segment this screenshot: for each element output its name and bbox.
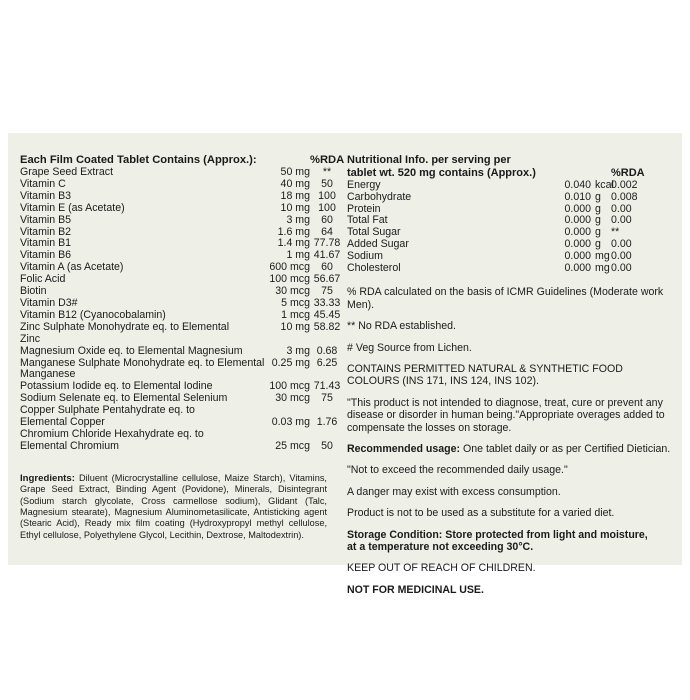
composition-row: Chromium Chloride Hexahydrate eq. to Elemental Chromium 25 mcg 50 (20, 427, 333, 452)
ingredients-label: Ingredients: (20, 472, 75, 484)
composition-row: Vitamin B12 (Cyanocobalamin) 1 mcg 45.45 (20, 308, 341, 321)
composition-row: Biotin 30 mcg 75 (20, 285, 333, 298)
recommended-usage (347, 443, 672, 455)
nutrition-row: Added Sugar 0.000 g 0.00 (347, 237, 632, 250)
rda-basis-note: % RDA calculated on the basis of ICMR Guidelines (Moderate work Men). (347, 286, 664, 311)
composition-row: Vitamin E (as Acetate) 10 mg 100 (20, 201, 336, 214)
food-colours-note: CONTAINS PERMITTED NATURAL & SYNTHETIC FOOD COLOURS (INS 171, INS 124, INS 102). (347, 363, 623, 388)
composition-row: Vitamin A (as Acetate) 600 mcg 60 (20, 261, 333, 274)
ingredients-text: Diluent (Microcrystalline cellulose, Maize Starch), Vitamins, Grape Seed Extract, Binding Agent (Povidone), Minerals, Disintegrant (Sodium starch glycolate, Cross carmellose sodium), Glidant (Talc, Magnesium stearate), Magnesium Aluminometasilicate, Antisticking agent (Stearic Acid), Ready mix film coating (Hydroxypropyl methyl cellulose, Ethyl cellulose, Polyethylene Glycol, Lecithin, Dextrose, Maltodextrin). (20, 472, 327, 540)
nutrition-row: Total Sugar 0.000 g ** (347, 226, 620, 239)
children-warning: KEEP OUT OF REACH OF CHILDREN. (347, 562, 536, 575)
composition-row: Vitamin D3# 5 mcg 33.33 (20, 296, 341, 309)
medicinal-warning: NOT FOR MEDICINAL USE. (347, 583, 484, 596)
nutrition-row: Total Fat 0.000 g 0.00 (347, 214, 632, 227)
nutrition-section (347, 154, 672, 596)
composition-row: Vitamin B1 1.4 mg 77.78 (20, 237, 341, 250)
nutrition-table (347, 180, 672, 274)
composition-row: Magnesium Oxide eq. to Elemental Magnesium 3 mg 0.68 (20, 344, 338, 357)
composition-row: Vitamin B3 18 mg 100 (20, 189, 336, 202)
composition-table (20, 166, 341, 453)
label-panel (8, 133, 682, 596)
composition-row: Manganese Sulphate Monohydrate eq. to Elemental Manganese 0.25 mg 6.25 (20, 356, 338, 381)
nutrition-row: Carbohydrate 0.010 g 0.008 (347, 190, 638, 203)
substitute-note: Product is not to be used as a substitute for a varied diet. (347, 507, 615, 520)
composition-row: Potassium Iodide eq. to Elemental Iodine 100 mcg 71.43 (20, 380, 341, 393)
composition-row: Vitamin B2 1.6 mg 64 (20, 225, 333, 238)
composition-row: Grape Seed Extract 50 mg ** (20, 166, 332, 178)
nutrition-row: Energy 0.040 kcal 0.002 (347, 179, 638, 191)
veg-source-note: # Veg Source from Lichen. (347, 341, 472, 354)
composition-heading: Each Film Coated Tablet Contains (Approx.): (20, 154, 257, 166)
composition-row: Zinc Sulphate Monohydrate eq. to Elemental Zinc 10 mg 58.82 (20, 320, 341, 345)
composition-rda-header: %RDA (310, 154, 345, 166)
composition-row: Vitamin B6 1 mg 41.67 (20, 249, 341, 262)
ingredients-block (20, 473, 327, 541)
nutrition-heading-line1: Nutritional Info. per serving per (347, 154, 511, 166)
nutrition-row: Protein 0.000 g 0.00 (347, 202, 632, 215)
danger-note: A danger may exist with excess consumption. (347, 485, 561, 498)
exceed-note: "Not to exceed the recommended daily usage." (347, 464, 568, 477)
nutrition-header (347, 154, 672, 179)
composition-row: Vitamin B5 3 mg 60 (20, 213, 333, 226)
disclaimer-note: "This product is not intended to diagnose, treat, cure or prevent any disease or disorder in human being."Appropriate overages added to compensate the losses on storage. (347, 396, 665, 434)
storage-line1: Storage Condition: Store protected from light and moisture, (347, 528, 648, 541)
usage-label: Recommended usage: (347, 443, 461, 456)
composition-row: Sodium Selenate eq. to Elemental Selenium 30 mcg 75 (20, 392, 333, 405)
composition-section (20, 154, 345, 541)
nutrition-row: Cholesterol 0.000 mg 0.00 (347, 261, 632, 274)
composition-row: Copper Sulphate Pentahydrate eq. to Elemental Copper 0.03 mg 1.76 (20, 404, 338, 429)
usage-text: One tablet daily or as per Certified Dietician. (460, 443, 671, 456)
storage-condition (347, 529, 672, 554)
nutrition-rda-header: %RDA (611, 166, 645, 179)
storage-line2: at a temperature not exceeding 30°C. (347, 541, 534, 554)
composition-row: Folic Acid 100 mcg 56.67 (20, 273, 341, 286)
no-rda-note: ** No RDA established. (347, 320, 456, 333)
nutrition-heading-line2: tablet wt. 520 mg contains (Approx.) (347, 166, 536, 179)
nutrition-row: Sodium 0.000 mg 0.00 (347, 249, 632, 262)
composition-row: Vitamin C 40 mg 50 (20, 177, 333, 190)
